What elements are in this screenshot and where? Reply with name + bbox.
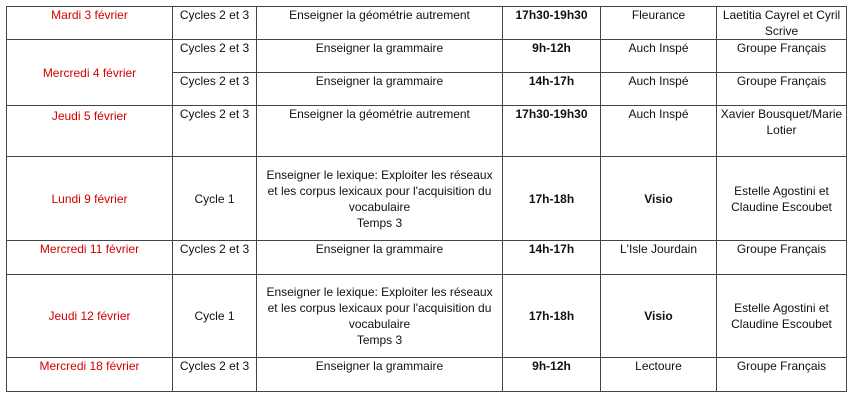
place-cell: Fleurance [601, 7, 717, 40]
table-row [7, 7, 847, 40]
table-row [7, 358, 847, 392]
trainer-cell: Groupe Français [717, 73, 847, 106]
hours-cell: 14h-17h [503, 241, 601, 275]
trainer-cell: Estelle Agostini et Claudine Escoubet [717, 157, 847, 241]
date-cell: Lundi 9 février [7, 157, 173, 241]
table-row [7, 241, 847, 275]
place-cell: L'Isle Jourdain [601, 241, 717, 275]
date-cell: Mercredi 11 février [7, 241, 173, 275]
table-row [7, 157, 847, 241]
place-cell: Visio [601, 275, 717, 358]
cycle-cell: Cycles 2 et 3 [173, 106, 257, 157]
cycle-cell: Cycles 2 et 3 [173, 241, 257, 275]
theme-cell [257, 275, 503, 358]
trainer-cell: Xavier Bousquet/Marie Lotier [717, 106, 847, 157]
place-cell: Auch Inspé [601, 73, 717, 106]
hours-cell: 17h30-19h30 [503, 106, 601, 157]
theme-cell [257, 157, 503, 241]
hours-cell: 14h-17h [503, 73, 601, 106]
place-cell: Auch Inspé [601, 106, 717, 157]
theme-text: Enseigner le lexique: Exploiter les réseaux et les corpus lexicaux pour l'acquisition du vocabulaire [266, 285, 493, 331]
trainer-cell: Laetitia Cayrel et Cyril Scrive [717, 7, 847, 40]
cycle-cell: Cycle 1 [173, 275, 257, 358]
place-cell: Visio [601, 157, 717, 241]
theme-cell: Enseigner la grammaire [257, 241, 503, 275]
hours-cell: 17h30-19h30 [503, 7, 601, 40]
hours-cell: 9h-12h [503, 40, 601, 73]
date-cell: Jeudi 5 février [7, 106, 173, 157]
date-cell: Mardi 3 février [7, 7, 173, 40]
theme-cell: Enseigner la géométrie autrement [257, 106, 503, 157]
hours-cell: 17h-18h [503, 157, 601, 241]
place-cell: Lectoure [601, 358, 717, 392]
cycle-cell: Cycles 2 et 3 [173, 358, 257, 392]
cycle-cell: Cycles 2 et 3 [173, 40, 257, 73]
cycle-cell: Cycles 2 et 3 [173, 7, 257, 40]
hours-cell: 9h-12h [503, 358, 601, 392]
theme-session: Temps 3 [356, 333, 403, 347]
trainer-cell: Groupe Français [717, 358, 847, 392]
trainer-cell: Estelle Agostini et Claudine Escoubet [717, 275, 847, 358]
training-schedule-table [6, 6, 847, 392]
trainer-cell: Groupe Français [717, 241, 847, 275]
date-cell: Mercredi 18 février [7, 358, 173, 392]
theme-cell: Enseigner la grammaire [257, 358, 503, 392]
table-row [7, 40, 847, 73]
place-cell: Auch Inspé [601, 40, 717, 73]
cycle-cell: Cycles 2 et 3 [173, 73, 257, 106]
theme-cell: Enseigner la grammaire [257, 73, 503, 106]
date-cell: Jeudi 12 février [7, 275, 173, 358]
cycle-cell: Cycle 1 [173, 157, 257, 241]
hours-cell: 17h-18h [503, 275, 601, 358]
trainer-cell: Groupe Français [717, 40, 847, 73]
theme-text: Enseigner le lexique: Exploiter les réseaux et les corpus lexicaux pour l'acquisition du vocabulaire [266, 167, 493, 214]
table-row [7, 275, 847, 358]
table-row [7, 106, 847, 157]
theme-session: Temps 3 [356, 215, 403, 230]
theme-cell: Enseigner la grammaire [257, 40, 503, 73]
date-cell: Mercredi 4 février [7, 40, 173, 106]
theme-cell: Enseigner la géométrie autrement [257, 7, 503, 40]
